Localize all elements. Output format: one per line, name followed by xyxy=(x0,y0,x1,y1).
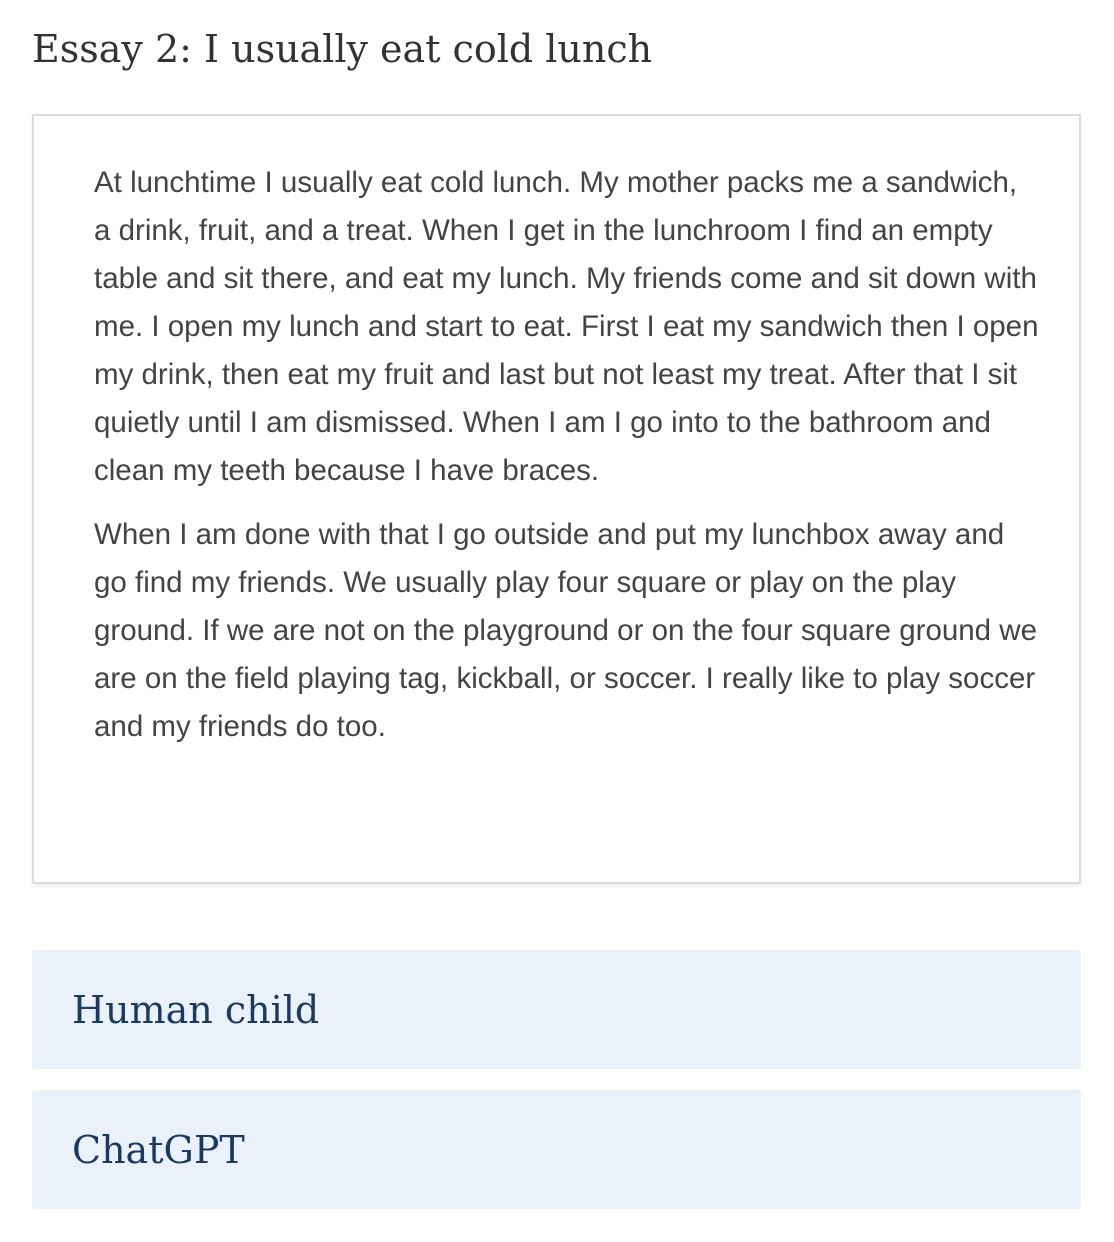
answer-option-label: ChatGPT xyxy=(72,1127,245,1172)
essay-title: Essay 2: I usually eat cold lunch xyxy=(32,27,653,71)
quiz-page xyxy=(32,0,1081,1209)
essay-paragraph: At lunchtime I usually eat cold lunch. My mother packs me a sandwich, a drink, fruit, and a treat. When I get in the lunchroom I find an empty table and sit there, and eat my lunch. My friends come and sit down with me. I open my lunch and start to eat. First I eat my sandwich then I open my drink, then eat my fruit and last but not least my treat. After that I sit quietly until I am dismissed. When I am I go into to the bathroom and clean my teeth because I have braces. xyxy=(94,166,1039,487)
essay-text-box xyxy=(32,114,1081,884)
answer-option-human-child[interactable] xyxy=(32,950,1081,1069)
answer-option-chatgpt[interactable] xyxy=(32,1090,1081,1209)
essay-paragraph: When I am done with that I go outside and put my lunchbox away and go find my friends. We usually play four square or play on the play ground. If we are not on the playground or on the four square ground we are on the field playing tag, kickball, or soccer. I really like to play soccer and my friends do too. xyxy=(94,518,1037,743)
answer-option-label: Human child xyxy=(72,987,320,1032)
